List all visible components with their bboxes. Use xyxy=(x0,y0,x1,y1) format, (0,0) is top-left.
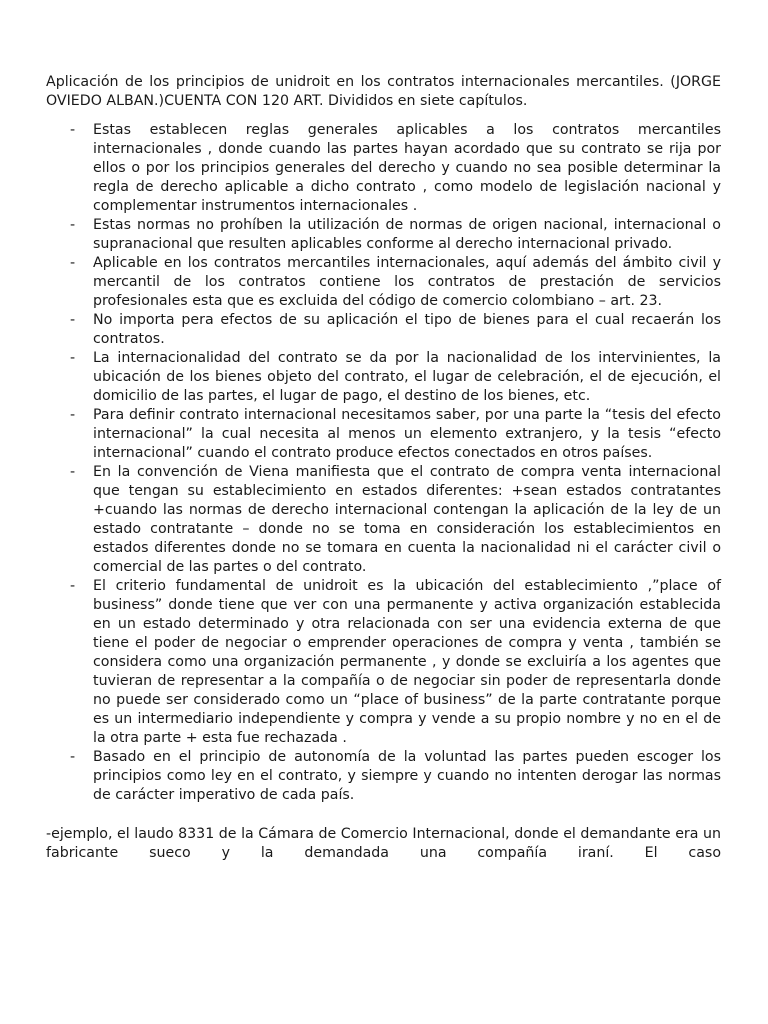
list-item-text: El criterio fundamental de unidroit es la ubicación del establecimiento ,”place of business” donde tiene que ver con una permanente y activa organización establecida en un estado determinado y otra relacionada con ser una evidencia externa de que tiene el poder de negociar o emprender operaciones de compra y venta , también se considera como una organización permanente , y donde se excluiría a los agentes que tuvieran de representar a la compañía o de negociar sin poder de representarla donde no puede ser considerado como un “place of business” de la parte contratante porque es un intermediario independiente y compra y vende a su propio nombre y no en el de la otra parte + esta fue rechazada . xyxy=(93,578,721,746)
list-item xyxy=(46,216,721,254)
list-item-text: En la convención de Viena manifiesta que el contrato de compra venta internacional que tengan su establecimiento en estados diferentes: +sean estados contratantes +cuando las normas de derecho internacional contengan la aplicación de la ley de un estado contratante – donde no se toma en consideración los establecimientos en estados diferentes donde no se tomara en cuenta la nacionalidad ni el carácter civil o comercial de las partes o del contrato. xyxy=(93,464,721,575)
list-item-text: Basado en el principio de autonomía de la voluntad las partes pueden escoger los principios como ley en el contrato, y siempre y cuando no intenten derogar las normas de carácter imperativo de cada país. xyxy=(93,749,721,803)
bullet-marker: - xyxy=(70,122,76,138)
list-item xyxy=(46,121,721,216)
list-item xyxy=(46,577,721,748)
list-item xyxy=(46,406,721,463)
list-item-text: Estas normas no prohíben la utilización de normas de origen nacional, internacional o supranacional que resulten aplicables conforme al derecho internacional privado. xyxy=(93,217,721,252)
list-item xyxy=(46,748,721,805)
bullet-marker: - xyxy=(70,312,76,328)
bullet-list xyxy=(46,121,721,805)
bullet-marker: - xyxy=(70,407,76,423)
list-item-text: La internacionalidad del contrato se da por la nacionalidad de los intervinientes, la ubicación de los bienes objeto del contrato, el lugar de celebración, el de ejecución, el domicilio de las partes, el lugar de pago, el destino de los bienes, etc. xyxy=(93,350,721,404)
list-item xyxy=(46,463,721,577)
bullet-marker: - xyxy=(70,255,76,271)
bullet-marker: - xyxy=(70,464,76,480)
document-page xyxy=(46,73,721,863)
list-item-text: No importa pera efectos de su aplicación el tipo de bienes para el cual recaerán los contratos. xyxy=(93,312,721,347)
example-paragraph: -ejemplo, el laudo 8331 de la Cámara de Comercio Internacional, donde el demandante era un fabricante sueco y la demandada una compañía iraní. El caso xyxy=(46,826,721,861)
list-item-text: Para definir contrato internacional necesitamos saber, por una parte la “tesis del efecto internacional” la cual necesita al menos un elemento extranjero, y la tesis “efecto internacional” cuando el contrato produce efectos conectados en otros países. xyxy=(93,407,721,461)
intro-paragraph: Aplicación de los principios de unidroit en los contratos internacionales mercantiles. (JORGE OVIEDO ALBAN.)CUENTA CON 120 ART. Divididos en siete capítulos. xyxy=(46,74,721,109)
list-item xyxy=(46,311,721,349)
bullet-marker: - xyxy=(70,578,76,594)
list-item-text: Aplicable en los contratos mercantiles internacionales, aquí además del ámbito civil y mercantil de los contratos contiene los contratos de prestación de servicios profesionales esta que es excluida del código de comercio colombiano – art. 23. xyxy=(93,255,721,309)
bullet-marker: - xyxy=(70,350,76,366)
list-item xyxy=(46,254,721,311)
bullet-marker: - xyxy=(70,749,76,765)
list-item-text: Estas establecen reglas generales aplicables a los contratos mercantiles internacionales , donde cuando las partes hayan acordado que su contrato se rija por ellos o por los principios generales del derecho y cuando no sea posible determinar la regla de derecho aplicable a dicho contrato , como modelo de legislación nacional y complementar instrumentos internacionales . xyxy=(93,122,721,214)
list-item xyxy=(46,349,721,406)
bullet-marker: - xyxy=(70,217,76,233)
